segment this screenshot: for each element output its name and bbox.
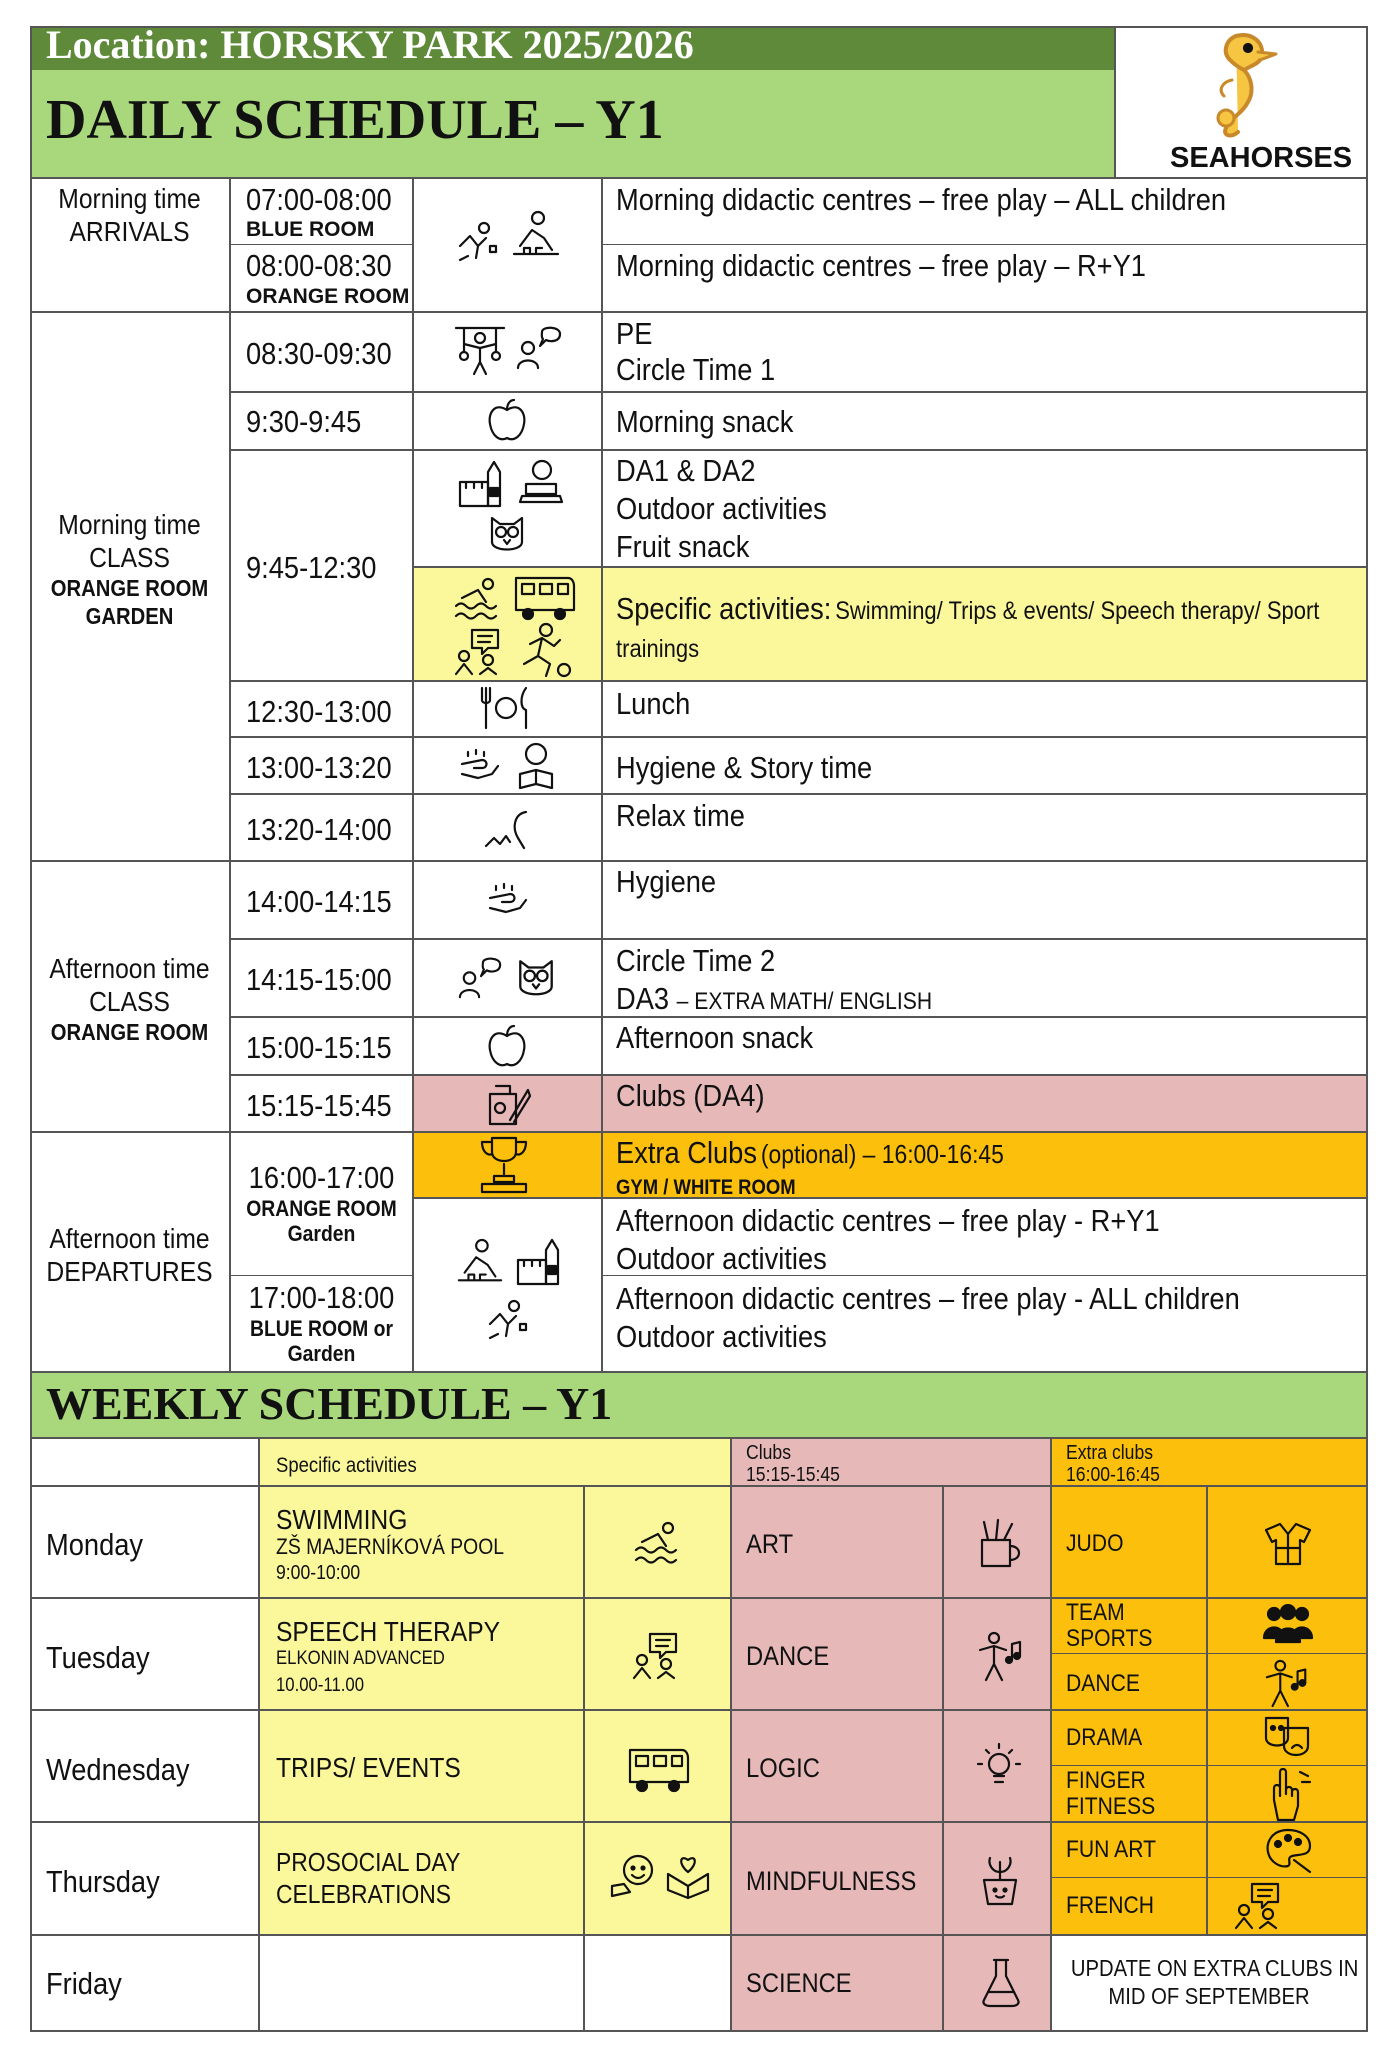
apple-snack-icon: [486, 398, 528, 444]
weekly-header-extra: Extra clubs 16:00-16:45: [1066, 1442, 1160, 1486]
day-monday: Monday: [46, 1527, 144, 1562]
weekly-header-clubs: Clubs 15:15-15:45: [746, 1442, 840, 1486]
circle-time2-icon: [458, 956, 504, 1002]
activity-extra-clubs: Extra Clubs (optional) – 16:00-16:45 GYM / WHITE ROOM: [616, 1135, 1004, 1199]
time-1230: 12:30-13:00: [246, 694, 392, 729]
child-building-icon: [508, 210, 564, 262]
specific-wednesday: TRIPS/ EVENTS: [276, 1752, 461, 1783]
specific-monday: SWIMMING ZŠ MAJERNÍKOVÁ POOL 9:00-10:00: [276, 1504, 505, 1584]
art-cup-icon: [976, 1518, 1024, 1570]
pe-gymnastics-icon: [452, 322, 508, 376]
bus-weekly-icon: [626, 1744, 690, 1794]
bus-trips-icon: [512, 572, 576, 622]
mindfulness-plant-icon: [976, 1854, 1024, 1906]
club-friday: SCIENCE: [746, 1968, 852, 1998]
activity-morning-r-y1: Morning didactic centres – free play – R+Y1: [616, 248, 1146, 283]
activity-afternoon-r-y1: Afternoon didactic centres – free play - R+Y1 Outdoor activities: [616, 1203, 1160, 1276]
extra-thursday-1: FUN ART: [1066, 1836, 1156, 1863]
specific-tuesday: SPEECH THERAPY ELKONIN ADVANCED 10.00-11.00: [276, 1616, 501, 1696]
activity-pe: PE Circle Time 1: [616, 316, 776, 387]
dance-extra-icon: [1262, 1658, 1312, 1708]
prosocial-child-icon: [610, 1852, 660, 1902]
french-speech-icon: [1234, 1880, 1284, 1930]
time-0700: 07:00-08:00: [246, 182, 392, 217]
day-friday: Friday: [46, 1966, 122, 2001]
activity-lunch: Lunch: [616, 686, 691, 721]
relax-time-icon: [484, 808, 532, 850]
cutlery-lunch-icon: [480, 686, 532, 730]
extra-thursday-2: FRENCH: [1066, 1892, 1154, 1919]
speech-therapy-icon: [454, 626, 504, 676]
clubs-paint-icon: [486, 1080, 532, 1128]
afternoon-departures-label: Afternoon time DEPARTURES: [46, 1223, 213, 1287]
owl-icon: [486, 512, 528, 556]
activity-hygiene: Hygiene: [616, 864, 717, 899]
morning-arrivals-label: Morning time ARRIVALS: [58, 183, 201, 247]
club-tuesday: DANCE: [746, 1641, 830, 1671]
extra-friday-note: UPDATE ON EXTRA CLUBS IN MID OF SEPTEMBER: [1070, 1955, 1359, 2009]
castle-pm-icon: [514, 1234, 564, 1288]
time-1415: 14:15-15:00: [246, 962, 392, 997]
activity-morning-snack: Morning snack: [616, 404, 794, 439]
extra-wednesday-2: FINGER FITNESS: [1066, 1767, 1156, 1820]
time-0945: 9:45-12:30: [246, 550, 377, 585]
time-0830: 08:30-09:30: [246, 336, 392, 371]
castle-icon: [456, 458, 506, 508]
time-1320: 13:20-14:00: [246, 812, 392, 847]
seahorse-logo-icon: [1192, 30, 1282, 140]
activity-morning-all: Morning didactic centres – free play – ALL children: [616, 182, 1227, 217]
handwashing-icon: [458, 744, 504, 788]
extra-tuesday-2: DANCE: [1066, 1670, 1140, 1697]
time-1300: 13:00-13:20: [246, 750, 392, 785]
extra-monday: JUDO: [1066, 1530, 1124, 1557]
clubs-highlight: [412, 1074, 1368, 1132]
child-playing-icon: [454, 216, 502, 264]
activity-clubs-da4: Clubs (DA4): [616, 1078, 765, 1113]
afternoon-class-label: Afternoon time CLASS ORANGE ROOM: [49, 953, 210, 1045]
activity-da1-da2: DA1 & DA2 Outdoor activities Fruit snack: [616, 453, 827, 564]
activity-circle2: Circle Time 2 DA3 – EXTRA MATH/ ENGLISH: [616, 943, 933, 1016]
team-sports-icon: [1262, 1604, 1314, 1646]
story-reading-icon: [510, 740, 562, 790]
child-playing-pm-icon: [484, 1294, 532, 1342]
specific-thursday: PROSOCIAL DAY CELEBRATIONS: [276, 1847, 461, 1909]
hygiene-icon: [486, 878, 530, 918]
extra-wednesday-1: DRAMA: [1066, 1724, 1143, 1751]
time-0800: 08:00-08:30: [246, 248, 392, 283]
morning-class-label: Morning time CLASS ORANGE ROOM GARDEN: [50, 509, 209, 629]
trophy-icon: [478, 1134, 530, 1196]
time-0930: 9:30-9:45: [246, 404, 362, 439]
time-1600-block: 16:00-17:00 ORANGE ROOM Garden: [246, 1160, 397, 1246]
time-1515: 15:15-15:45: [246, 1088, 392, 1123]
day-wednesday: Wednesday: [46, 1752, 190, 1787]
time-1500: 15:00-15:15: [246, 1030, 392, 1065]
computer-icon: [516, 458, 566, 508]
science-flask-icon: [978, 1956, 1024, 2008]
activity-specific: Specific activities: Swimming/ Trips & events/ Speech therapy/ Sport trainings: [616, 591, 1320, 663]
drama-masks-icon: [1262, 1714, 1312, 1760]
finger-fitness-icon: [1264, 1766, 1312, 1822]
room-blue: BLUE ROOM: [246, 218, 375, 241]
club-wednesday: LOGIC: [746, 1753, 820, 1783]
logic-bulb-icon: [974, 1740, 1024, 1794]
location-text: Location: HORSKY PARK 2025/2026: [46, 22, 694, 67]
swimming-weekly-icon: [632, 1520, 682, 1566]
weekly-header-specific: Specific activities: [276, 1454, 417, 1477]
extra-tuesday-1: TEAM SPORTS: [1066, 1599, 1153, 1652]
owl-math-icon: [514, 954, 558, 1002]
daily-schedule-title: DAILY SCHEDULE – Y1: [46, 89, 664, 151]
time-1400: 14:00-14:15: [246, 884, 392, 919]
club-monday: ART: [746, 1529, 794, 1559]
fun-art-palette-icon: [1264, 1826, 1314, 1874]
circle-time-icon: [516, 326, 564, 372]
swimming-icon: [452, 576, 502, 622]
activity-relax: Relax time: [616, 798, 745, 833]
activity-afternoon-all: Afternoon didactic centres – free play - ALL children Outdoor activities: [616, 1281, 1240, 1354]
activity-hygiene-story: Hygiene & Story time: [616, 750, 873, 785]
activity-afternoon-snack: Afternoon snack: [616, 1020, 814, 1055]
day-tuesday: Tuesday: [46, 1640, 150, 1675]
sport-training-icon: [516, 622, 572, 678]
room-orange: ORANGE ROOM: [246, 285, 410, 308]
logo-text: SEAHORSES: [1170, 142, 1353, 174]
speech-therapy-weekly-icon: [632, 1630, 682, 1680]
child-building-pm-icon: [452, 1238, 508, 1288]
club-thursday: MINDFULNESS: [746, 1866, 917, 1896]
weekly-schedule-title: WEEKLY SCHEDULE – Y1: [46, 1378, 613, 1429]
dance-icon: [976, 1630, 1026, 1682]
time-1700-block: 17:00-18:00 BLUE ROOM or Garden: [248, 1280, 395, 1366]
gift-heart-icon: [664, 1850, 714, 1900]
day-thursday: Thursday: [46, 1864, 160, 1899]
judo-gi-icon: [1264, 1520, 1312, 1568]
apple-afternoon-icon: [486, 1024, 528, 1070]
